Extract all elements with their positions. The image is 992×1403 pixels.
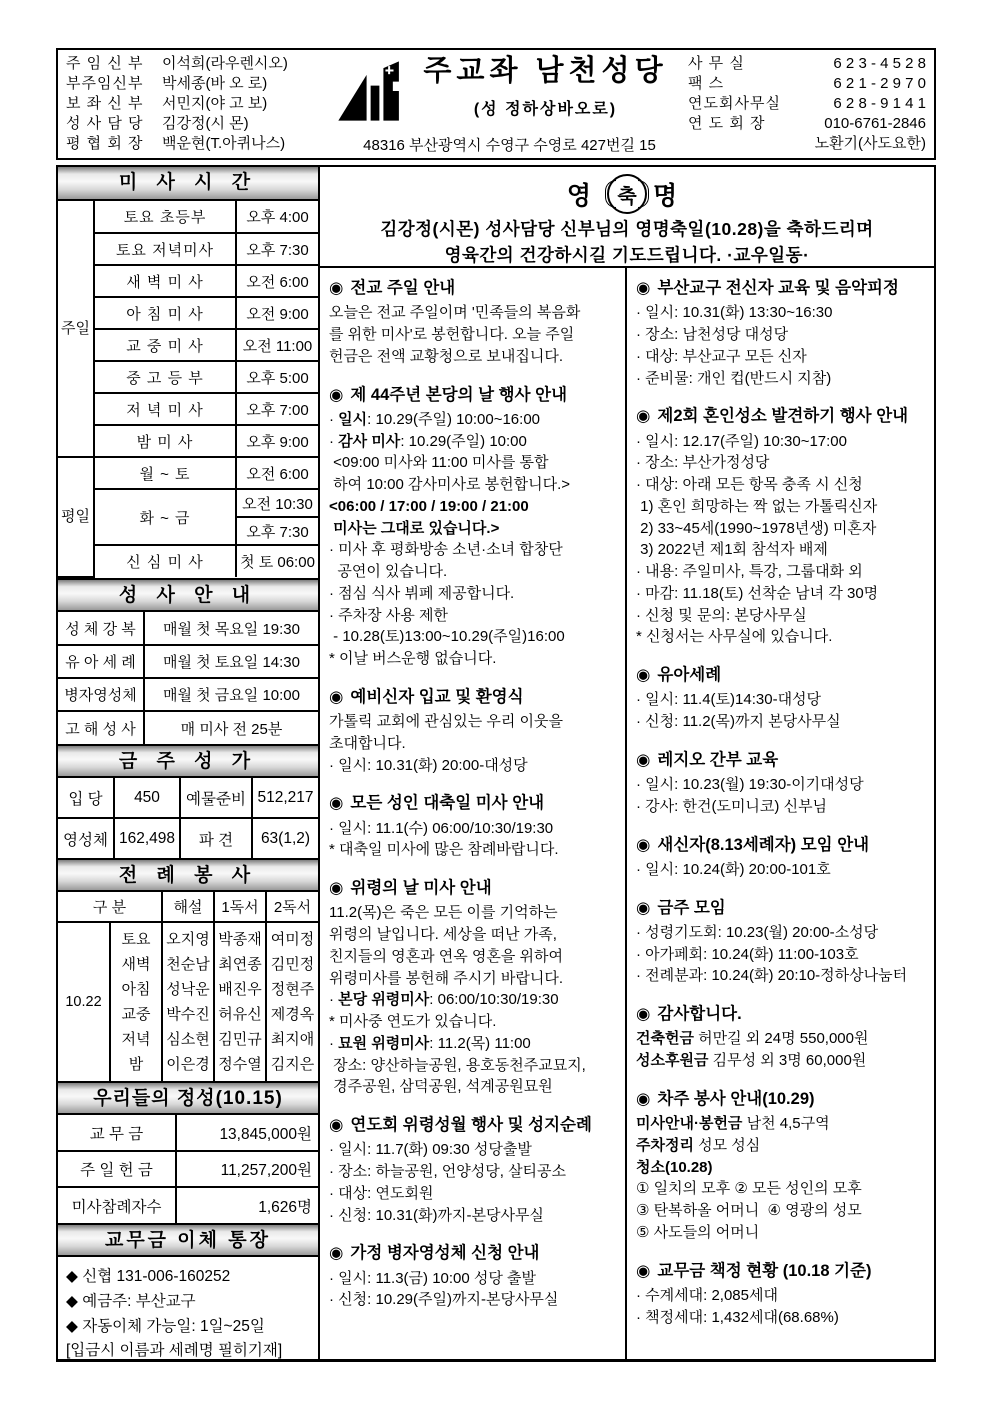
section-line: · 일시: 10.23(월) 19:30-이기대성당: [636, 776, 864, 794]
section-line: 미사는 그대로 있습니다.>: [329, 519, 500, 537]
section-line: · 감사 미사: 10.29(주일) 10:00: [329, 432, 527, 450]
announcement-section: [636, 664, 930, 733]
mass-name-cell: 밤 미 사: [94, 425, 236, 457]
announcement-section: [329, 686, 621, 777]
section-bullet-icon: ◉: [636, 279, 651, 297]
announcement-section: [329, 1242, 621, 1311]
section-title: ◉ 가정 병자영성체 신청 안내: [329, 1242, 621, 1264]
section-bullet-icon: ◉: [636, 1005, 651, 1024]
section-bullet-icon: ◉: [329, 879, 344, 898]
section-title: ◉ 제2회 혼인성소 발견하기 행사 안내: [636, 405, 930, 427]
section-line: · 신청 및 문의: 본당사무실: [636, 606, 807, 624]
section-line: * 신청서는 사무실에 있습니다.: [636, 628, 833, 646]
section-line: · 신청: 10.29(주일)까지-본당사무실: [329, 1291, 559, 1309]
announcement-section: [636, 1260, 930, 1329]
diocese-logo-icon: [337, 58, 411, 124]
section-line: · 대상: 아래 모든 항목 충족 시 신청: [636, 476, 863, 494]
bank-line: ◆ 신협 131-006-160252: [66, 1268, 231, 1285]
announcement-section: [329, 1114, 621, 1226]
mass-name-cell: 아 침 미 사: [94, 297, 236, 329]
section-line: * 미사중 연도가 있습니다.: [329, 1013, 497, 1031]
section-line: 미사안내·봉헌금 남천 4,5구역: [636, 1115, 830, 1133]
mass-name-cell: 신 심 미 사: [94, 545, 236, 577]
section-bullet-icon: ◉: [329, 385, 344, 404]
ministry-header-cell: 해설: [162, 892, 214, 922]
announcement-section: [636, 749, 930, 818]
section-line: · 주차장 사용 제한: [329, 606, 448, 624]
feast-banner: [320, 167, 934, 268]
section-line: 2) 33~45세(1990~1978년생) 미혼자: [636, 519, 877, 537]
announcement-section: [329, 792, 621, 861]
mass-time-cell: 첫 토 06:00: [236, 545, 318, 577]
section-line: 1) 혼인 희망하는 짝 없는 가톨릭신자: [636, 497, 878, 515]
section-title: ◉ 차주 봉사 안내(10.29): [636, 1088, 930, 1110]
section-title: ◉ 전교 주일 안내: [329, 277, 621, 299]
section-line: 하여 10:00 감사미사로 봉헌합니다.>: [329, 476, 571, 494]
section-line: · 신청: 11.2(목)까지 본당사무실: [636, 713, 841, 731]
sacrament-time-cell: 매월 첫 목요일 19:30: [144, 612, 318, 645]
church-subtitle: (성 정하상바오로): [473, 100, 618, 118]
sacrament-name-cell: 병자영성체: [58, 678, 144, 711]
section-bullet-icon: ◉: [329, 1116, 344, 1135]
section-line: · 일시: 11.7(화) 09:30 성당출발: [329, 1141, 532, 1159]
announcement-section: [329, 877, 621, 1098]
section-line: 주차정리 성모 성심: [636, 1136, 761, 1154]
ministry-table: [58, 892, 318, 1081]
sacrament-name-cell: 성 체 강 복: [58, 612, 144, 645]
hymn-number-cell: 162,498: [114, 818, 180, 858]
section-line: - 10.28(토)13:00~10.29(주일)16:00: [329, 628, 565, 646]
section-title: ◉ 부산교구 전신자 교육 및 음악피정: [636, 277, 930, 299]
contact-row: 사 무 실 6 2 3 - 4 5 2 8: [688, 55, 926, 72]
section-line: · 신청: 10.31(화)까지-본당사무실: [329, 1206, 544, 1224]
section-line: · 일시: 10.29(주일) 10:00~16:00: [329, 410, 540, 428]
bank-line: [입금시 이름과 세례명 필히기재]: [66, 1342, 283, 1359]
section-line: · 일시: 10.24(화) 20:00-101호: [636, 860, 831, 878]
section-line: 를 위한 미사'로 봉헌합니다. 오늘 주일: [329, 326, 575, 344]
section-line: 가톨릭 교회에 관심있는 우리 이웃을: [329, 713, 564, 731]
ministry-type-column: 토요 새벽 아침 교중 저녁 밤: [110, 922, 162, 1081]
section-title: ◉ 모든 성인 대축일 미사 안내: [329, 792, 621, 814]
section-line: 성소후원금 김무성 외 3명 60,000원: [636, 1052, 867, 1070]
section-line: 친지들의 영혼과 연옥 영혼을 위하여: [329, 947, 564, 965]
section-bullet-icon: ◉: [636, 666, 651, 685]
sacraments-table: [58, 612, 318, 744]
section-line: · 장소: 남천성당 대성당: [636, 326, 789, 344]
hymn-label-cell: 파 견: [180, 818, 252, 858]
sacrament-time-cell: 매 미사 전 25분: [144, 711, 318, 744]
section-title: ◉ 레지오 간부 교육: [636, 749, 930, 771]
announcement-section: [636, 405, 930, 648]
contact-row: 연도회사무실 6 2 8 - 9 1 4 1: [688, 95, 926, 113]
ministry-title: 전 례 봉 사: [58, 858, 318, 892]
sacraments-title: 성 사 안 내: [58, 578, 318, 612]
mass-name-cell: 교 중 미 사: [94, 329, 236, 361]
section-line: · 전례분과: 10.24(화) 20:10-정하상나눔터: [636, 967, 908, 985]
section-line: · 장소: 하늘공원, 언양성당, 살티공소: [329, 1163, 567, 1181]
feast-banner-line: 김강정(시몬) 성사담당 신부님의 영명축일(10.28)을 축하드리며: [380, 219, 874, 239]
mass-name-cell: 토요 초등부: [94, 201, 236, 233]
ministry-reader1-column: 박종재 최연종 배진우 허유신 김민규 정수열: [214, 922, 266, 1081]
section-line: · 일시: 10.31(화) 13:30~16:30: [636, 304, 833, 322]
offering-value-cell: 11,257,200원: [176, 1151, 318, 1187]
hymn-number-cell: 512,217: [252, 778, 318, 818]
section-line: 오늘은 전교 주일이며 '민족들의 복음화: [329, 304, 581, 322]
section-line: 청소(10.28): [636, 1158, 713, 1176]
mass-name-cell: 새 벽 미 사: [94, 265, 236, 297]
mass-time-cell: 오전 11:00: [236, 329, 318, 361]
section-line: · 일시: 12.17(주일) 10:30~17:00: [636, 432, 847, 450]
mass-time-cell: 오후 7:30: [236, 233, 318, 265]
section-line: 건축헌금 허만길 외 24명 550,000원: [636, 1030, 869, 1048]
church-title: 주교좌 남천성당: [423, 55, 668, 87]
section-bullet-icon: ◉: [329, 279, 344, 297]
section-bullet-icon: ◉: [636, 1089, 651, 1108]
mass-times-title: 미 사 시 간: [58, 167, 318, 201]
sacrament-name-cell: 고 해 성 사: [58, 711, 144, 744]
section-line: 위령의 날입니다. 세상을 떠난 가족,: [329, 926, 557, 944]
weekday-group-label: 평일: [58, 457, 94, 577]
section-line: · 마감: 11.18(토) 선착순 남녀 각 30명: [636, 584, 879, 602]
section-line: · 대상: 연도회원: [329, 1184, 434, 1202]
mass-name-cell: 중 고 등 부: [94, 361, 236, 393]
sunday-group-label: 주일: [58, 201, 94, 457]
announcement-section: [636, 1088, 930, 1244]
section-bullet-icon: ◉: [636, 898, 651, 917]
church-address: 48316 부산광역시 수영구 수영로 427번길 15: [363, 137, 656, 154]
section-line: · 일시: 11.4(토)14:30-대성당: [636, 691, 822, 709]
section-line: · 일시: 10.31(화) 20:00-대성당: [329, 756, 528, 774]
section-line: · 아가페회: 10.24(화) 11:00-103호: [636, 945, 859, 963]
section-line: · 장소: 부산가정성당: [636, 454, 770, 472]
section-line: * 이날 버스운행 없습니다.: [329, 650, 497, 668]
section-line: * 대축일 미사에 많은 참례바랍니다.: [329, 841, 559, 859]
priest-list: [58, 50, 335, 158]
section-line: · 점심 식사 뷔페 제공합니다.: [329, 584, 515, 602]
sacrament-name-cell: 유 아 세 례: [58, 645, 144, 678]
section-bullet-icon: ◉: [329, 794, 344, 813]
offerings-table: [58, 1115, 318, 1223]
section-line: · 내용: 주일미사, 특강, 그룹대화 외: [636, 563, 863, 581]
section-line: 위령미사를 봉헌해 주시기 바랍니다.: [329, 969, 564, 987]
hymn-label-cell: 예물준비: [180, 778, 252, 818]
ministry-reader2-column: 여미정 김민정 정현주 제경옥 최지애 김지은: [266, 922, 318, 1081]
section-line: 초대합니다.: [329, 734, 406, 752]
ministry-header-cell: 2독서: [266, 892, 318, 922]
section-bullet-icon: ◉: [636, 407, 651, 426]
contact-row: 팩 스 6 2 1 - 2 9 7 0: [688, 75, 926, 93]
section-bullet-icon: ◉: [636, 835, 651, 854]
bank-info: [58, 1257, 318, 1359]
contact-row: 연 도 회 장 010-6761-2846: [688, 115, 926, 133]
offering-value-cell: 1,626명: [176, 1187, 318, 1223]
section-line: ① 일치의 모후 ② 모든 성인의 모후: [636, 1180, 862, 1198]
ministry-commentator-column: 오지영 천순남 성낙운 박수진 심소현 이은경: [162, 922, 214, 1081]
mass-name-cell: 화 ~ 금: [94, 489, 236, 545]
mass-times-table: [58, 201, 318, 578]
mass-name-cell: 월 ~ 토: [94, 457, 236, 489]
mass-time-cell: 오후 7:00: [236, 393, 318, 425]
mass-time-cell: 오전 6:00: [236, 457, 318, 489]
hymn-number-cell: 450: [114, 778, 180, 818]
mass-name-cell: 저 녁 미 사: [94, 393, 236, 425]
right-announcement-column: [627, 268, 934, 1359]
section-line: 11.2(목)은 죽은 모든 이를 기억하는: [329, 904, 558, 922]
priest-row: 평 협 회 장 백운현(T.아퀴나스): [66, 135, 286, 153]
bank-line: ◆ 예금주: 부산교구: [66, 1292, 196, 1310]
hymn-number-cell: 63(1,2): [252, 818, 318, 858]
mass-time-cell: 오후 5:00: [236, 361, 318, 393]
section-line: · 본당 위령미사: 06:00/10:30/19:30: [329, 991, 559, 1009]
section-title: ◉ 금주 모임: [636, 897, 930, 919]
announcement-section: [636, 897, 930, 988]
mass-name-cell: 토요 저녁미사: [94, 233, 236, 265]
main-content: [56, 165, 936, 1362]
ministry-header-cell: 구 분: [58, 892, 162, 922]
section-title: ◉ 예비신자 입교 및 환영식: [329, 686, 621, 708]
offerings-title: 우리들의 정성(10.15): [58, 1081, 318, 1115]
feast-banner-line: 영육간의 건강하시길 기도드립니다. ·교우일동·: [444, 245, 810, 266]
bank-title: 교무금 이체 통장: [58, 1223, 318, 1257]
mass-time-cell: 오전 9:00: [236, 297, 318, 329]
section-title: ◉ 위령의 날 미사 안내: [329, 877, 621, 899]
section-line: 헌금은 전액 교황청으로 보내집니다.: [329, 347, 564, 365]
section-line: 공연이 있습니다.: [329, 563, 448, 581]
hymns-title: 금 주 성 가: [58, 744, 318, 778]
feast-banner-title: 영 축 명: [320, 172, 934, 216]
header: [56, 48, 936, 160]
priest-row: 보 좌 신 부 서민지(야 고 보): [66, 95, 268, 113]
ministry-date-cell: 10.22: [58, 922, 110, 1081]
section-bullet-icon: ◉: [636, 750, 651, 769]
priest-row: 주 임 신 부 이석희(라우렌시오): [66, 55, 288, 72]
section-title: ◉ 새신자(8.13세례자) 모임 안내: [636, 834, 930, 856]
section-line: · 성령기도회: 10.23(월) 20:00-소성당: [636, 923, 879, 941]
announcement-section: [636, 834, 930, 881]
hymn-label-cell: 입 당: [58, 778, 114, 818]
section-line: 3) 2022년 제1회 참석자 배제: [636, 541, 828, 559]
section-line: · 미사 후 평화방송 소년·소녀 합창단: [329, 541, 563, 559]
section-line: · 일시: 11.1(수) 06:00/10:30/19:30: [329, 819, 554, 837]
priest-row: 성 사 담 당 김강정(시 몬): [66, 115, 249, 133]
hymns-table: [58, 778, 318, 858]
header-center: [335, 50, 684, 158]
offering-name-cell: 교 무 금: [58, 1115, 176, 1151]
left-column: [58, 167, 320, 1359]
mass-time-cell: 오후 9:00: [236, 425, 318, 457]
section-line: <06:00 / 17:00 / 19:00 / 21:00: [329, 497, 529, 515]
ministry-header-cell: 1독서: [214, 892, 266, 922]
announcement-section: [329, 384, 621, 670]
mass-time-cell: 오후 7:30: [236, 517, 318, 545]
section-title: ◉ 교무금 책정 현황 (10.18 기준): [636, 1260, 930, 1282]
section-line: · 수계세대: 2,085세대: [636, 1286, 778, 1304]
priest-row: 부주임신부 박세종(바 오 로): [66, 75, 268, 93]
offering-value-cell: 13,845,000원: [176, 1115, 318, 1151]
section-line: · 책정세대: 1,432세대(68.68%): [636, 1308, 839, 1326]
section-line: · 대상: 부산교구 모든 신자: [636, 347, 807, 365]
contact-row: 노환기(사도요한): [814, 135, 926, 153]
announcement-section: [329, 277, 621, 368]
section-line: 장소: 양산하늘공원, 용호동천주교묘지,: [329, 1056, 586, 1074]
announcement-section: [636, 1003, 930, 1072]
sacrament-time-cell: 매월 첫 토요일 14:30: [144, 645, 318, 678]
section-line: · 일시: 11.3(금) 10:00 성당 출발: [329, 1269, 537, 1287]
section-line: · 준비물: 개인 컵(반드시 지참): [636, 369, 832, 387]
hymn-label-cell: 영성체: [58, 818, 114, 858]
section-line: <09:00 미사와 11:00 미사를 통합: [329, 454, 549, 472]
section-bullet-icon: ◉: [329, 687, 344, 706]
section-line: · 묘원 위령미사: 11.2(목) 11:00: [329, 1034, 531, 1052]
announcement-section: [636, 277, 930, 389]
middle-announcement-column: [320, 268, 627, 1359]
laurel-wreath-icon: 축: [607, 174, 647, 214]
sacrament-time-cell: 매월 첫 금요일 10:00: [144, 678, 318, 711]
mass-time-cell: 오후 4:00: [236, 201, 318, 233]
section-line: ③ 탄복하올 어머니 ④ 영광의 성모: [636, 1202, 862, 1220]
section-title: ◉ 유아세례: [636, 664, 930, 686]
section-title: ◉ 감사합니다.: [636, 1003, 930, 1025]
bank-line: ◆ 자동이체 가능일: 1일~25일: [66, 1317, 265, 1335]
offering-name-cell: 미사참례자수: [58, 1187, 176, 1223]
section-title: ◉ 연도회 위령성월 행사 및 성지순례: [329, 1114, 621, 1136]
mass-time-cell: 오전 6:00: [236, 265, 318, 297]
section-line: ⑤ 사도들의 어머니: [636, 1223, 760, 1241]
section-bullet-icon: ◉: [636, 1261, 651, 1280]
section-line: 경주공원, 삼덕공원, 석계공원묘원: [329, 1078, 553, 1096]
contact-list: [684, 50, 934, 158]
section-title: ◉ 제 44주년 본당의 날 행사 안내: [329, 384, 621, 406]
section-bullet-icon: ◉: [329, 1244, 344, 1263]
offering-name-cell: 주 일 헌 금: [58, 1151, 176, 1187]
section-line: · 강사: 한건(도미니코) 신부님: [636, 797, 828, 815]
mass-time-cell: 오전 10:30: [236, 489, 318, 517]
